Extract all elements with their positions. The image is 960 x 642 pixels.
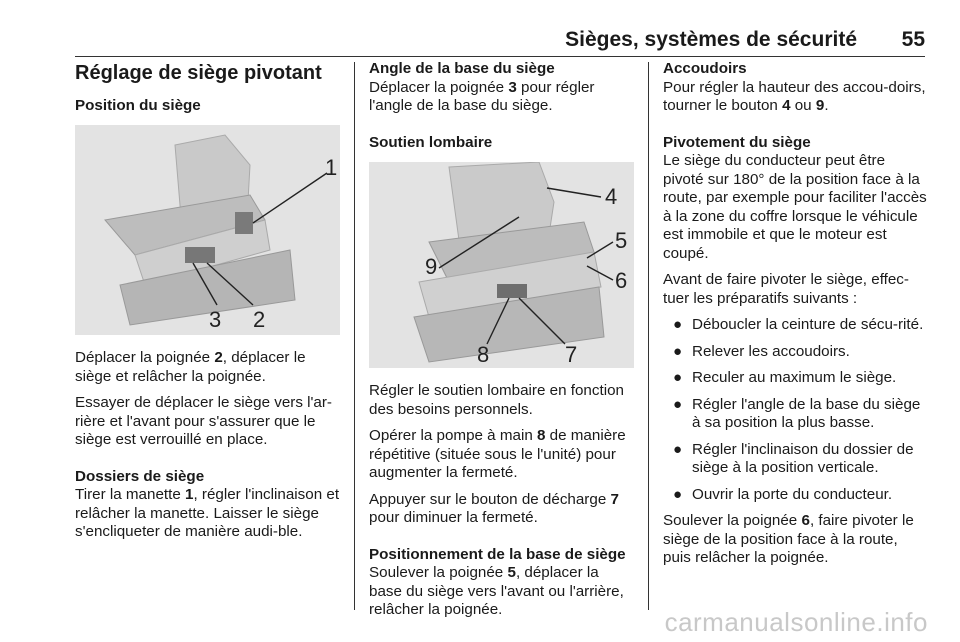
paragraph: Déplacer la poignée 2, déplacer le siège et relâcher la poignée. — [75, 349, 306, 385]
fig-label-2: 2 — [253, 307, 266, 332]
subheading-seat-position: Position du siège — [75, 96, 201, 114]
fig-label-7: 7 — [565, 342, 578, 367]
section-title: Réglage de siège pivotant — [75, 62, 322, 84]
fig-label-4: 4 — [605, 184, 618, 209]
fig-label-6: 6 — [615, 268, 628, 293]
list-item: ● Déboucler la ceinture de sécu-rité. — [673, 316, 924, 333]
chapter-title: Sièges, systèmes de sécurité — [565, 28, 857, 51]
page-header — [75, 24, 925, 54]
subheading-lumbar: Soutien lombaire — [369, 133, 493, 151]
paragraph: Déplacer la poignée 3 pour régler l'angle de la base du siège. — [369, 78, 595, 114]
paragraph: Régler le soutien lombaire en fonction des besoins personnels. — [369, 382, 624, 418]
preparation-list — [663, 316, 928, 504]
page-number: 55 — [901, 28, 925, 51]
seat-position-figure — [75, 125, 340, 335]
paragraph: Le siège du conducteur peut être pivoté sur 180° de la position face à la route, par exemple pour faciliter l'accès à la zone du coffre lorsque le véhicule est immobile et que le moteur est coupé. — [663, 152, 927, 262]
subheading-pivot: Pivotement du siège — [663, 133, 811, 151]
lumbar-figure — [369, 162, 634, 368]
paragraph: Opérer la pompe à main 8 de manière répétitive (située sous le l'unité) pour augmenter la fermeté. — [369, 427, 626, 481]
subheading-seat-backs: Dossiers de siège — [75, 467, 205, 485]
fig-label-3: 3 — [209, 307, 222, 332]
list-item: ● Reculer au maximum le siège. — [673, 369, 897, 386]
paragraph: Soulever la poignée 6, faire pivoter le siège de la position face à la route, puis relâcher la poignée. — [663, 512, 914, 566]
paragraph: Pour régler la hauteur des accou-doirs, tourner le bouton 4 ou 9. — [663, 78, 926, 114]
fig-label-5: 5 — [615, 228, 628, 253]
paragraph: Soulever la poignée 5, déplacer la base du siège vers l'avant ou l'arrière, relâcher la poignée. — [369, 564, 624, 618]
column-divider-1 — [354, 62, 355, 610]
fig-label-1: 1 — [325, 155, 338, 180]
column-1 — [75, 60, 340, 550]
paragraph: Essayer de déplacer le siège vers l'ar-rière et l'avant pour s'assurer que le siège est verrouillé en place. — [75, 394, 332, 448]
paragraph: Appuyer sur le bouton de décharge 7 pour diminuer la fermeté. — [369, 490, 619, 526]
paragraph: Avant de faire pivoter le siège, effec-tuer les préparatifs suivants : — [663, 271, 909, 307]
fig-label-8: 8 — [477, 342, 490, 367]
column-2 — [369, 60, 634, 628]
subheading-base-position: Positionnement de la base de siège — [369, 545, 626, 563]
header-rule — [75, 56, 925, 57]
subheading-base-angle: Angle de la base du siège — [369, 60, 555, 77]
watermark: carmanualsonline.info — [664, 607, 928, 637]
subheading-armrests: Accoudoirs — [663, 60, 747, 77]
list-item: ● Régler l'angle de la base du siège à sa position la plus basse. — [673, 395, 921, 431]
list-item: ● Régler l'inclinaison du dossier de siège à la position verticale. — [673, 440, 914, 476]
fig-label-9: 9 — [425, 254, 438, 279]
list-item: ● Ouvrir la porte du conducteur. — [673, 485, 893, 503]
paragraph: Tirer la manette 1, régler l'inclinaison et relâcher la manette. Laisser le siège s'encliqueter de manière audi-ble. — [75, 486, 340, 540]
list-item: ● Relever les accoudoirs. — [673, 342, 850, 360]
column-divider-2 — [648, 62, 649, 610]
column-3 — [663, 60, 928, 576]
